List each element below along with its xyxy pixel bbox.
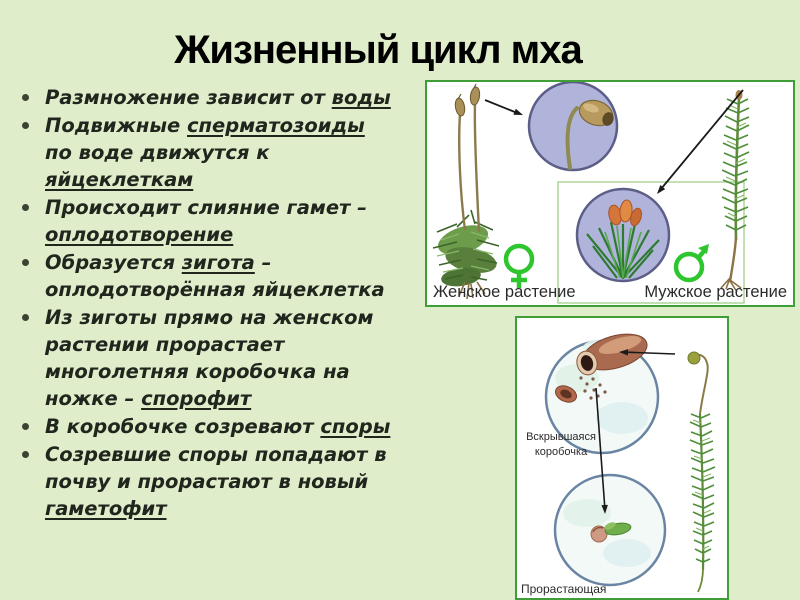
- list-item: В коробочке созревают споры: [10, 413, 391, 440]
- germinating-spore-label: Прорастающая: [521, 582, 607, 596]
- male-tuft-closeup-circle: [577, 189, 669, 281]
- figure-spore-cycle: [515, 316, 729, 600]
- list-item: Созревшие споры попадают в почву и прорастают в новый гаметофит: [10, 441, 391, 522]
- female-plant-label: Женское растение: [433, 283, 576, 301]
- bullet-list: [10, 84, 391, 523]
- page-title: Жизненный цикл мха: [174, 28, 582, 72]
- male-symbol-icon: [676, 244, 709, 280]
- germinating-spore-closeup-circle: [555, 475, 665, 585]
- female-symbol-icon: [506, 246, 532, 288]
- list-item: Размножение зависит от воды: [10, 84, 391, 111]
- female-plant-illustration: [433, 84, 499, 299]
- arrow-female-to-capsule: [485, 100, 523, 115]
- male-plant-label: Мужское растение: [644, 283, 787, 301]
- capsule-closeup-circle: [529, 82, 617, 170]
- male-plant-illustration: [721, 90, 749, 292]
- figure-moss-plants: [425, 80, 795, 307]
- list-item: Образуется зигота – оплодотворённая яйцеклетка: [10, 249, 391, 303]
- list-item: Происходит слияние гамет – оплодотворение: [10, 194, 391, 248]
- list-item: Из зиготы прямо на женском растении прорастает многолетняя коробочка на ножке – спорофит: [10, 304, 391, 412]
- list-item: Подвижные сперматозоиды по воде движутся к яйцеклеткам: [10, 112, 391, 193]
- moss-plants-illustration: [427, 82, 793, 305]
- arrow-plant-to-capsule: [619, 349, 675, 355]
- opened-capsule-label: Вскрывшаяся коробочка: [526, 431, 596, 458]
- moss-plant-with-capsule-illustration: [688, 352, 715, 592]
